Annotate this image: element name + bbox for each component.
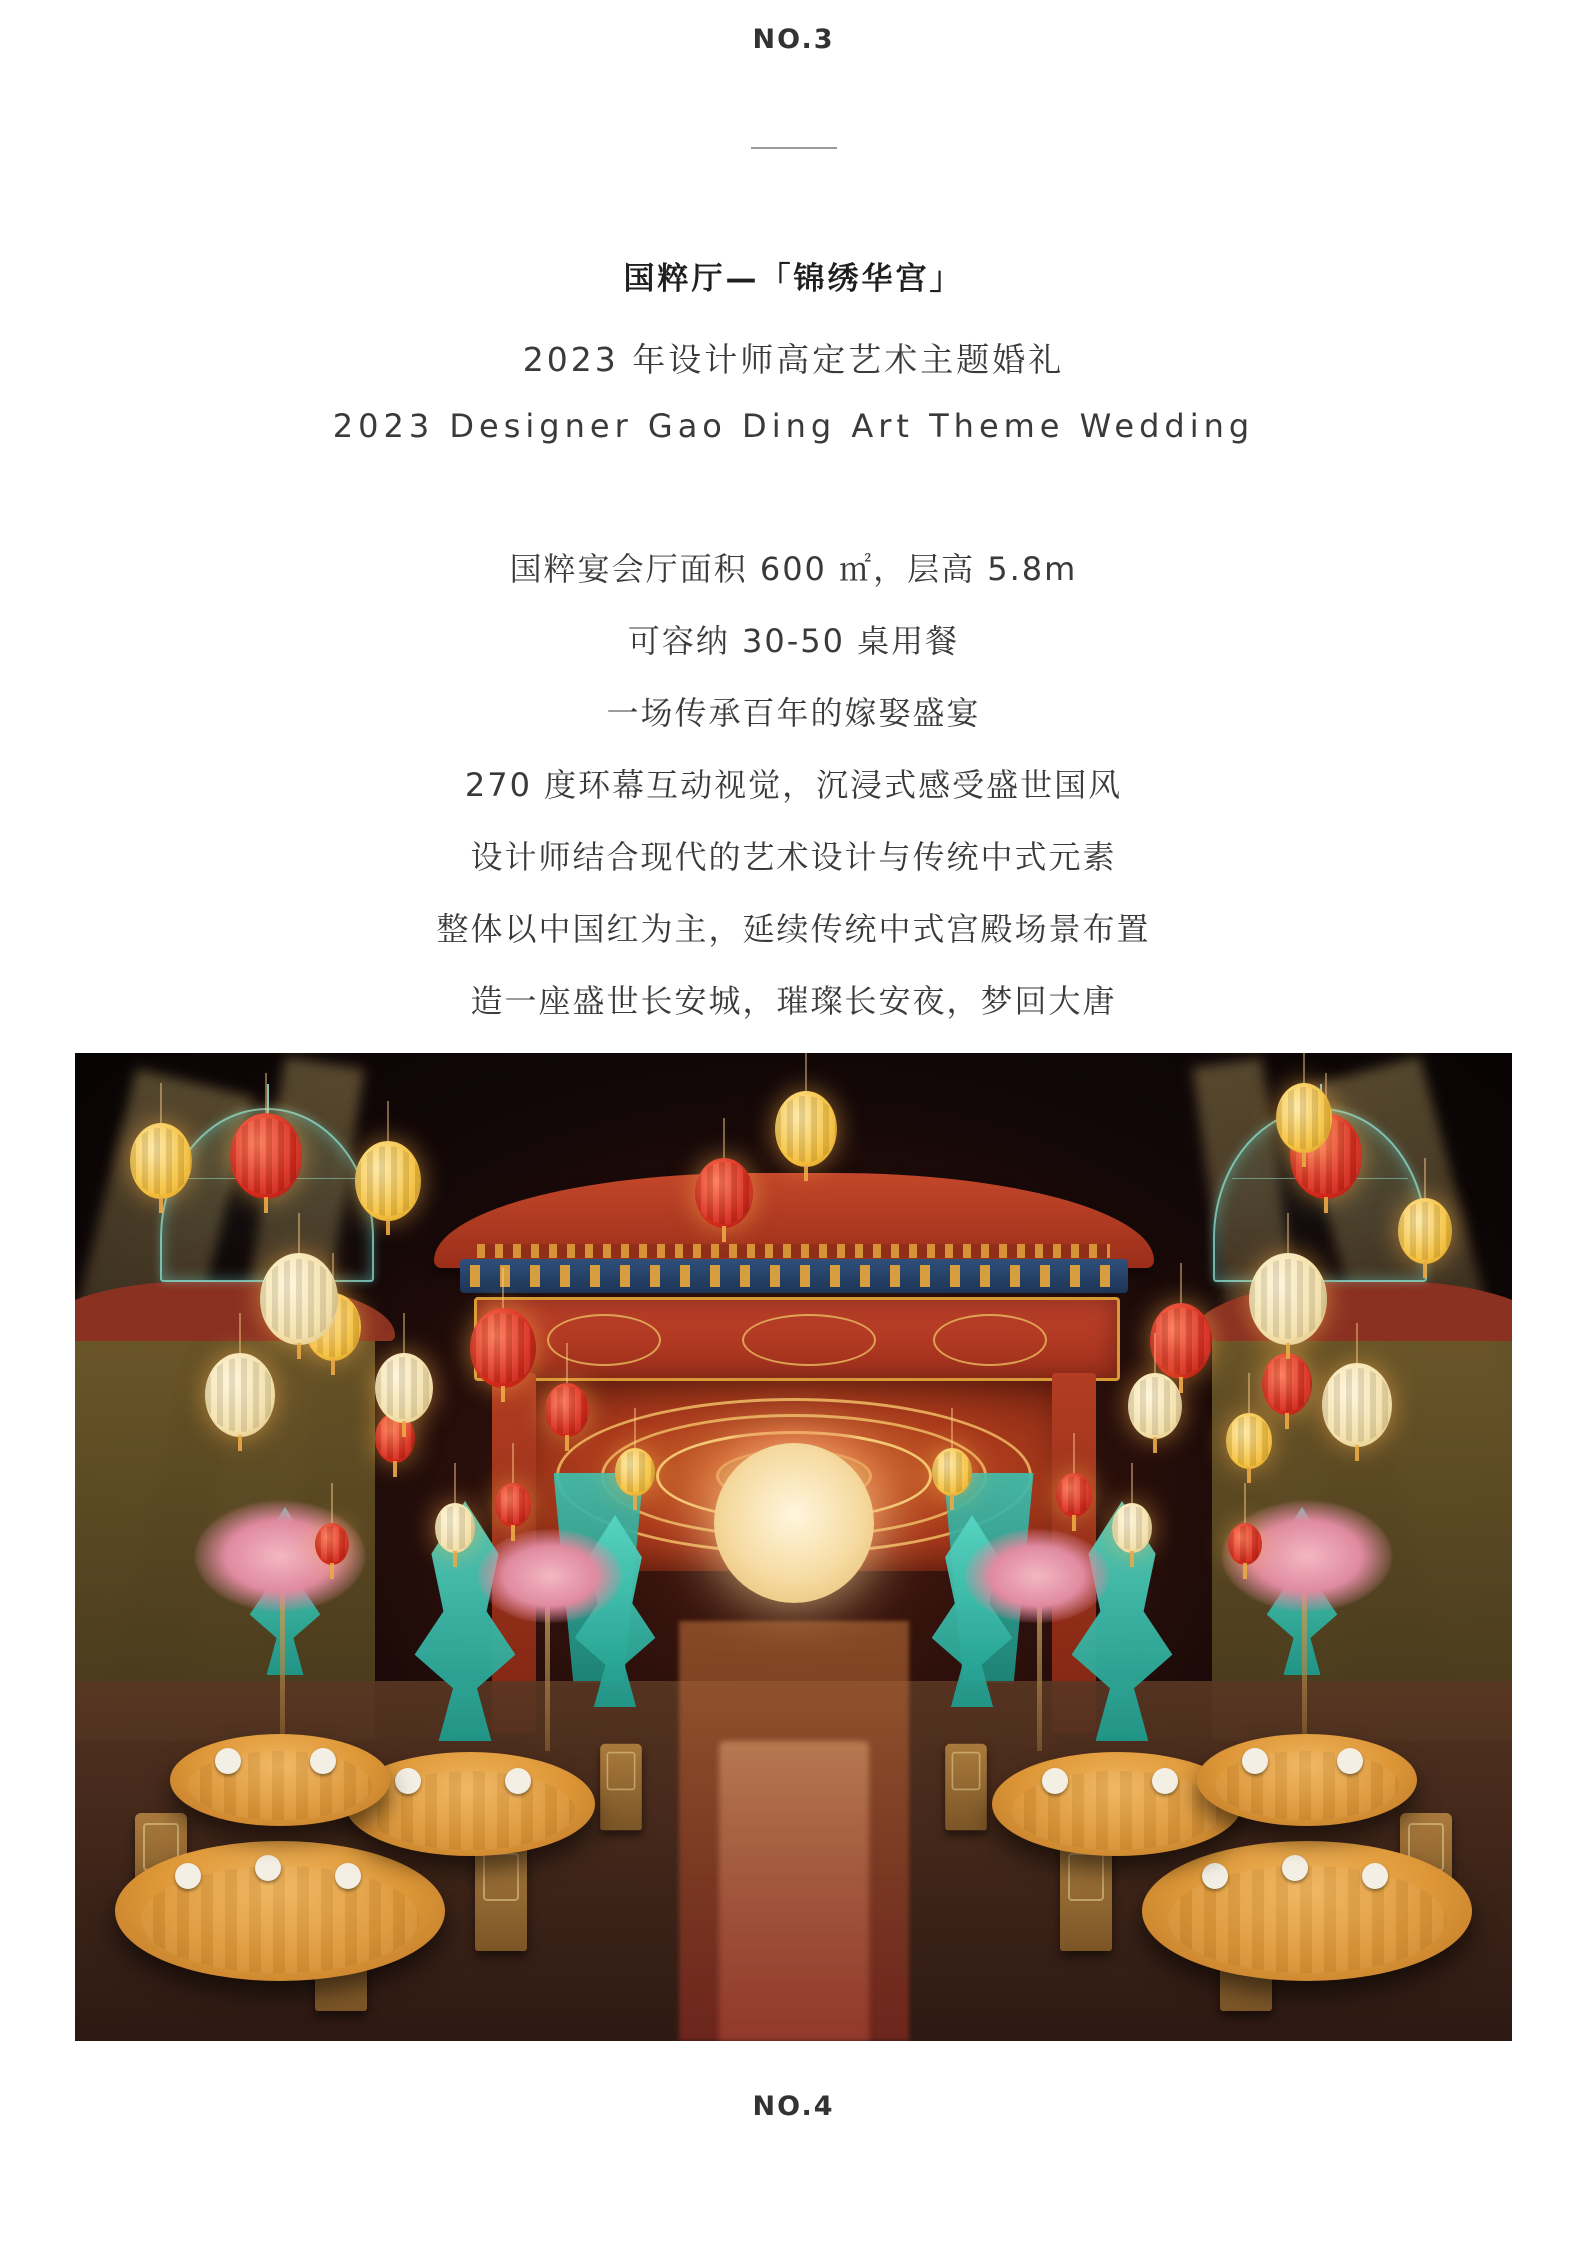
red-lantern — [495, 1483, 531, 1527]
place-setting — [310, 1748, 336, 1774]
body-line: 可容纳 30-50 桌用餐 — [627, 622, 960, 660]
red-lantern — [1262, 1353, 1312, 1415]
gate-roof — [434, 1173, 1154, 1268]
cream-lantern — [205, 1353, 275, 1437]
body-line: 270 度环幕互动视觉，沉浸式感受盛世国风 — [464, 766, 1123, 804]
cream-lantern — [260, 1253, 338, 1345]
banquet-table — [170, 1734, 390, 1826]
cream-lantern — [375, 1353, 433, 1423]
gate-motif — [742, 1314, 876, 1366]
red-lantern — [1056, 1473, 1092, 1517]
cream-lantern — [1128, 1373, 1182, 1439]
place-setting — [335, 1863, 361, 1889]
place-setting — [1282, 1855, 1308, 1881]
floral-stem — [280, 1591, 285, 1741]
cream-lantern — [1112, 1503, 1152, 1553]
red-lantern — [470, 1308, 536, 1388]
place-setting — [255, 1855, 281, 1881]
moon-gate-stage — [714, 1443, 874, 1603]
red-lantern — [545, 1383, 589, 1437]
gate-motif — [547, 1314, 661, 1366]
place-setting — [1202, 1863, 1228, 1889]
yellow-lantern — [355, 1141, 421, 1221]
page-marker-top: NO.3 — [752, 24, 835, 55]
title-block — [0, 253, 1587, 445]
body-line: 国粹宴会厅面积 600 ㎡，层高 5.8m — [509, 550, 1078, 588]
red-lantern — [695, 1158, 753, 1228]
floral-arrangement — [478, 1529, 623, 1623]
banquet-table — [1197, 1734, 1417, 1826]
gate-motif — [933, 1314, 1047, 1366]
page-title: 国粹厅—「锦绣华宫」 — [623, 261, 964, 297]
floral-stem — [545, 1601, 550, 1751]
yellow-lantern — [1226, 1413, 1272, 1469]
yellow-lantern — [615, 1448, 655, 1496]
place-setting — [175, 1863, 201, 1889]
yellow-lantern — [775, 1091, 837, 1167]
place-setting — [1042, 1768, 1068, 1794]
section-divider — [751, 147, 837, 149]
place-setting — [505, 1768, 531, 1794]
place-setting — [1362, 1863, 1388, 1889]
body-line: 设计师结合现代的艺术设计与传统中式元素 — [470, 838, 1117, 876]
venue-photo — [75, 1053, 1512, 2041]
floral-stem — [1037, 1601, 1042, 1751]
place-setting — [395, 1768, 421, 1794]
venue-scene — [75, 1053, 1512, 2041]
yellow-lantern — [130, 1123, 192, 1199]
subtitle-english: 2023 Designer Gao Ding Art Theme Wedding — [332, 407, 1255, 445]
yellow-lantern — [1276, 1083, 1332, 1153]
red-lantern — [315, 1523, 349, 1565]
banquet-chair — [945, 1744, 987, 1830]
aisle-runner — [719, 1741, 869, 2041]
place-setting — [1152, 1768, 1178, 1794]
body-line: 造一座盛世长安城，璀璨长安夜，梦回大唐 — [470, 982, 1117, 1020]
page-marker-bottom: NO.4 — [752, 2091, 835, 2122]
subtitle-chinese: 2023 年设计师高定艺术主题婚礼 — [522, 340, 1065, 379]
banquet-chair — [1060, 1843, 1112, 1951]
body-line: 整体以中国红为主，延续传统中式宫殿场景布置 — [436, 910, 1151, 948]
red-lantern — [1228, 1523, 1262, 1565]
turret-post — [267, 1084, 269, 1114]
body-line: 一场传承百年的嫁娶盛宴 — [606, 694, 981, 732]
gate-decor-band — [474, 1297, 1120, 1381]
yellow-lantern — [932, 1448, 972, 1496]
banquet-chair — [600, 1744, 642, 1830]
cream-lantern — [1322, 1363, 1392, 1447]
place-setting — [215, 1748, 241, 1774]
banquet-table — [115, 1841, 445, 1981]
body-text-block — [0, 550, 1587, 1020]
place-setting — [1242, 1748, 1268, 1774]
floral-stem — [1302, 1591, 1307, 1741]
place-setting — [1337, 1748, 1363, 1774]
cream-lantern — [435, 1503, 475, 1553]
yellow-lantern — [1398, 1198, 1452, 1264]
red-lantern — [1150, 1303, 1212, 1379]
gate-eave — [460, 1259, 1128, 1293]
red-lantern — [230, 1113, 302, 1199]
banquet-chair — [475, 1843, 527, 1951]
floral-arrangement — [965, 1529, 1110, 1623]
banquet-table — [1142, 1841, 1472, 1981]
cream-lantern — [1249, 1253, 1327, 1345]
